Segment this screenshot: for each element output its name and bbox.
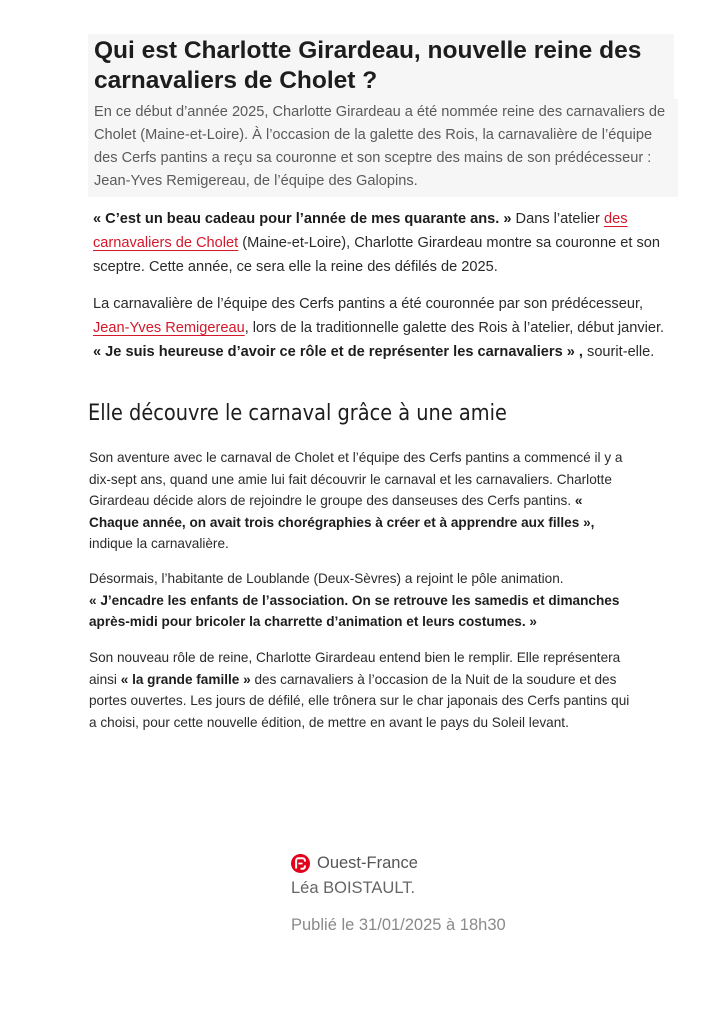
author-name: Léa BOISTAULT. (291, 879, 416, 897)
paragraph-5-text-a: Son nouveau rôle de reine, Charlotte Girardeau entend bien le remplir. Elle représentera ainsi (89, 650, 621, 687)
paragraph-1 (93, 207, 673, 279)
paragraph-3-text-a: Son aventure avec le carnaval de Cholet et l’équipe des Cerfs pantins a commencé il y a dix-sept ans, quand une amie lui fait découvrir le carnaval et les carnavaliers. Charlotte Girardeau décide alors de rejoindre le groupe des danseuses des Cerfs pantins. (89, 450, 623, 508)
paragraph-3 (89, 447, 634, 555)
paragraph-2-text-c: sourit-elle. (582, 344, 655, 360)
article-lead: En ce début d’année 2025, Charlotte Girardeau a été nommée reine des carnavaliers de Cholet (Maine-et-Loire). À l’occasion de la galette des Rois, la carnavalière de l’équipe des Cerfs pantins a reçu sa couronne et son sceptre des mains de son prédécesseur : Jean-Yves Remigereau, de l’équipe des Galopins. (88, 99, 678, 197)
quote-4: « J’encadre les enfants de l’association. On se retrouve les samedis et dimanches après-midi pour bricoler la charrette d’animation et leurs costumes. » (89, 592, 620, 629)
link-jean-yves-remigereau[interactable]: Jean-Yves Remigereau (93, 320, 245, 336)
quote-3: « Chaque année, on avait trois chorégraphies à créer et à apprendre aux filles », (89, 493, 595, 530)
quote-2: « Je suis heureuse d’avoir ce rôle et de représenter les carnavaliers » , (93, 344, 583, 360)
article-footer (291, 852, 506, 938)
paragraph-1-text-a: Dans l’atelier (511, 211, 604, 227)
ouest-france-logo-icon (291, 854, 310, 873)
paragraph-2 (93, 292, 673, 364)
quote-5: « la grande famille » (120, 671, 251, 687)
paragraph-1-text-b: (Maine-et-Loire), Charlotte Girardeau montre sa couronne et son sceptre. Cette année, ce sera elle la reine des défilés de 2025. (93, 235, 661, 275)
paragraph-4 (89, 568, 634, 633)
publish-date: Publié le 31/01/2025 à 18h30 (291, 916, 506, 934)
paragraph-2-text-a: La carnavalière de l’équipe des Cerfs pantins a été couronnée par son prédécesseur, (93, 296, 644, 312)
paragraph-5 (89, 647, 634, 733)
paragraph-4-text-a: Désormais, l’habitante de Loublande (Deux-Sèvres) a rejoint le pôle animation. (89, 571, 564, 586)
paragraph-5-text-b: des carnavaliers à l’occasion de la Nuit de la soudure et des portes ouvertes. Les jours de défilé, elle trônera sur le char japonais des Cerfs pantins qui a choisi, pour cette nouvelle édition, de mettre en avant le pays du Soleil levant. (89, 671, 630, 730)
quote-1: « C’est un beau cadeau pour l’année de mes quarante ans. » (93, 211, 512, 227)
source-row (291, 852, 506, 874)
source-name: Ouest-France (317, 853, 418, 872)
section-subtitle: Elle découvre le carnaval grâce à une amie (88, 400, 507, 426)
article-title: Qui est Charlotte Girardeau, nouvelle reine des carnavaliers de Cholet ? (88, 34, 674, 100)
paragraph-3-text-b: indique la carnavalière. (89, 536, 229, 551)
link-carnavaliers-cholet[interactable]: des carnavaliers de Cholet (93, 211, 628, 251)
paragraph-2-text-b: , lors de la traditionnelle galette des Rois à l’atelier, début janvier. (244, 320, 665, 336)
